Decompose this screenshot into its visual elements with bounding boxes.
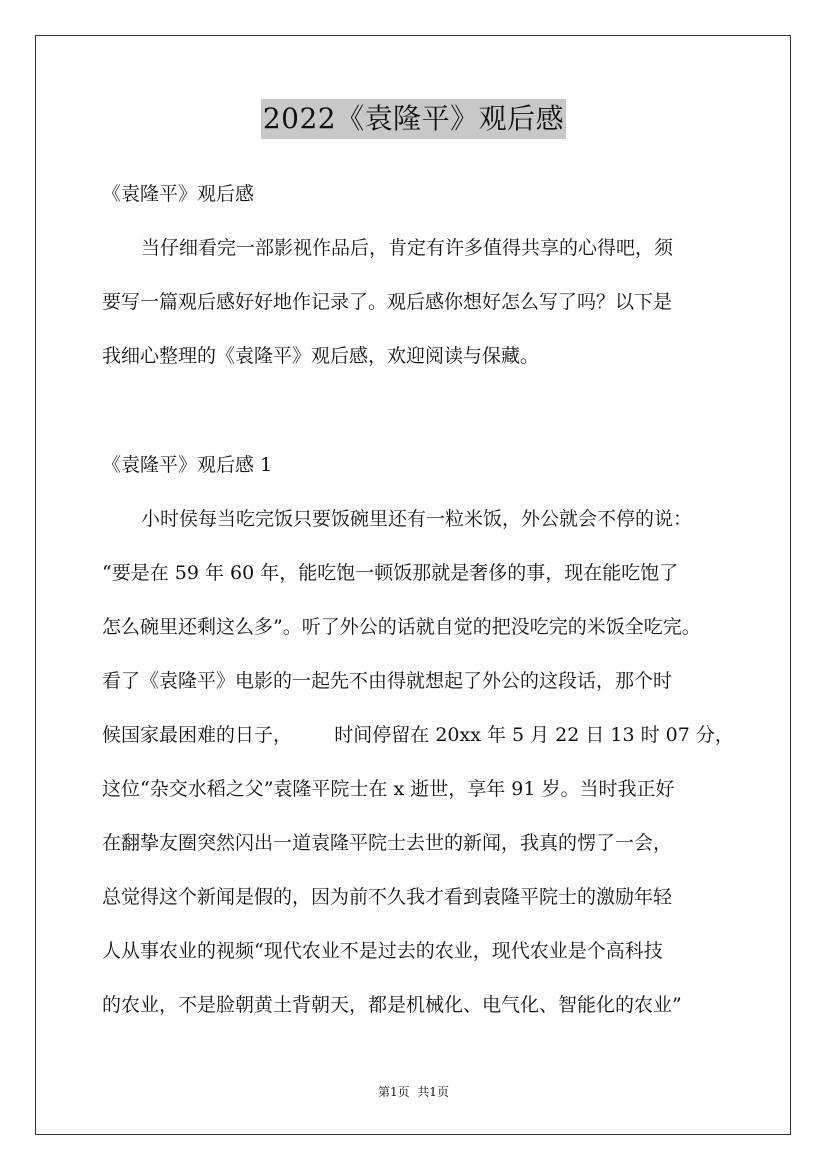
body-line: 怎么碗里还剩这么多”。听了外公的话就自觉的把没吃完的米饭全吃完。 [102,616,701,638]
intro-line: 要写一篇观后感好好地作记录了。观后感你想好怎么写了吗？以下是 [102,291,673,313]
body-line: 总觉得这个新闻是假的，因为前不久我才看到袁隆平院士的激励年轻 [102,886,673,908]
body-line: “要是在 59 年 60 年，能吃饱一顿饭那就是奢侈的事，现在能吃饱了 [102,562,679,584]
page-footer: 第1页 共1页 [378,1085,449,1099]
document-title: 2022《袁隆平》观后感 [261,99,566,139]
body-line: 候国家最困难的日子， 时间停留在 20xx 年 5 月 22 日 13 时 07 分， [102,724,734,746]
subheading: 《袁隆平》观后感 [102,183,255,205]
body-line: 在翻挚友圈突然闪出一道袁隆平院士去世的新闻，我真的愣了一会， [102,832,673,854]
body-line: 这位“杂交水稻之父”袁隆平院士在 x 逝世，享年 91 岁。当时我正好 [102,778,675,800]
body-line: 看了《袁隆平》电影的一起先不由得就想起了外公的这段话，那个时 [102,670,673,692]
body-line: 的农业，不是脸朝黄土背朝天，都是机械化、电气化、智能化的农业” [102,994,682,1016]
title-wrapper [0,99,827,139]
body-line: 人从事农业的视频“现代农业不是过去的农业，现代农业是个高科技 [102,940,663,962]
intro-line: 我细心整理的《袁隆平》观后感，欢迎阅读与保藏。 [102,345,540,367]
intro-line: 当仔细看完一部影视作品后，肯定有许多值得共享的心得吧，须 [141,237,674,259]
section-heading: 《袁隆平》观后感 1 [102,454,273,476]
body-line: 小时侯每当吃完饭只要饭碗里还有一粒米饭，外公就会不停的说： [141,508,693,530]
